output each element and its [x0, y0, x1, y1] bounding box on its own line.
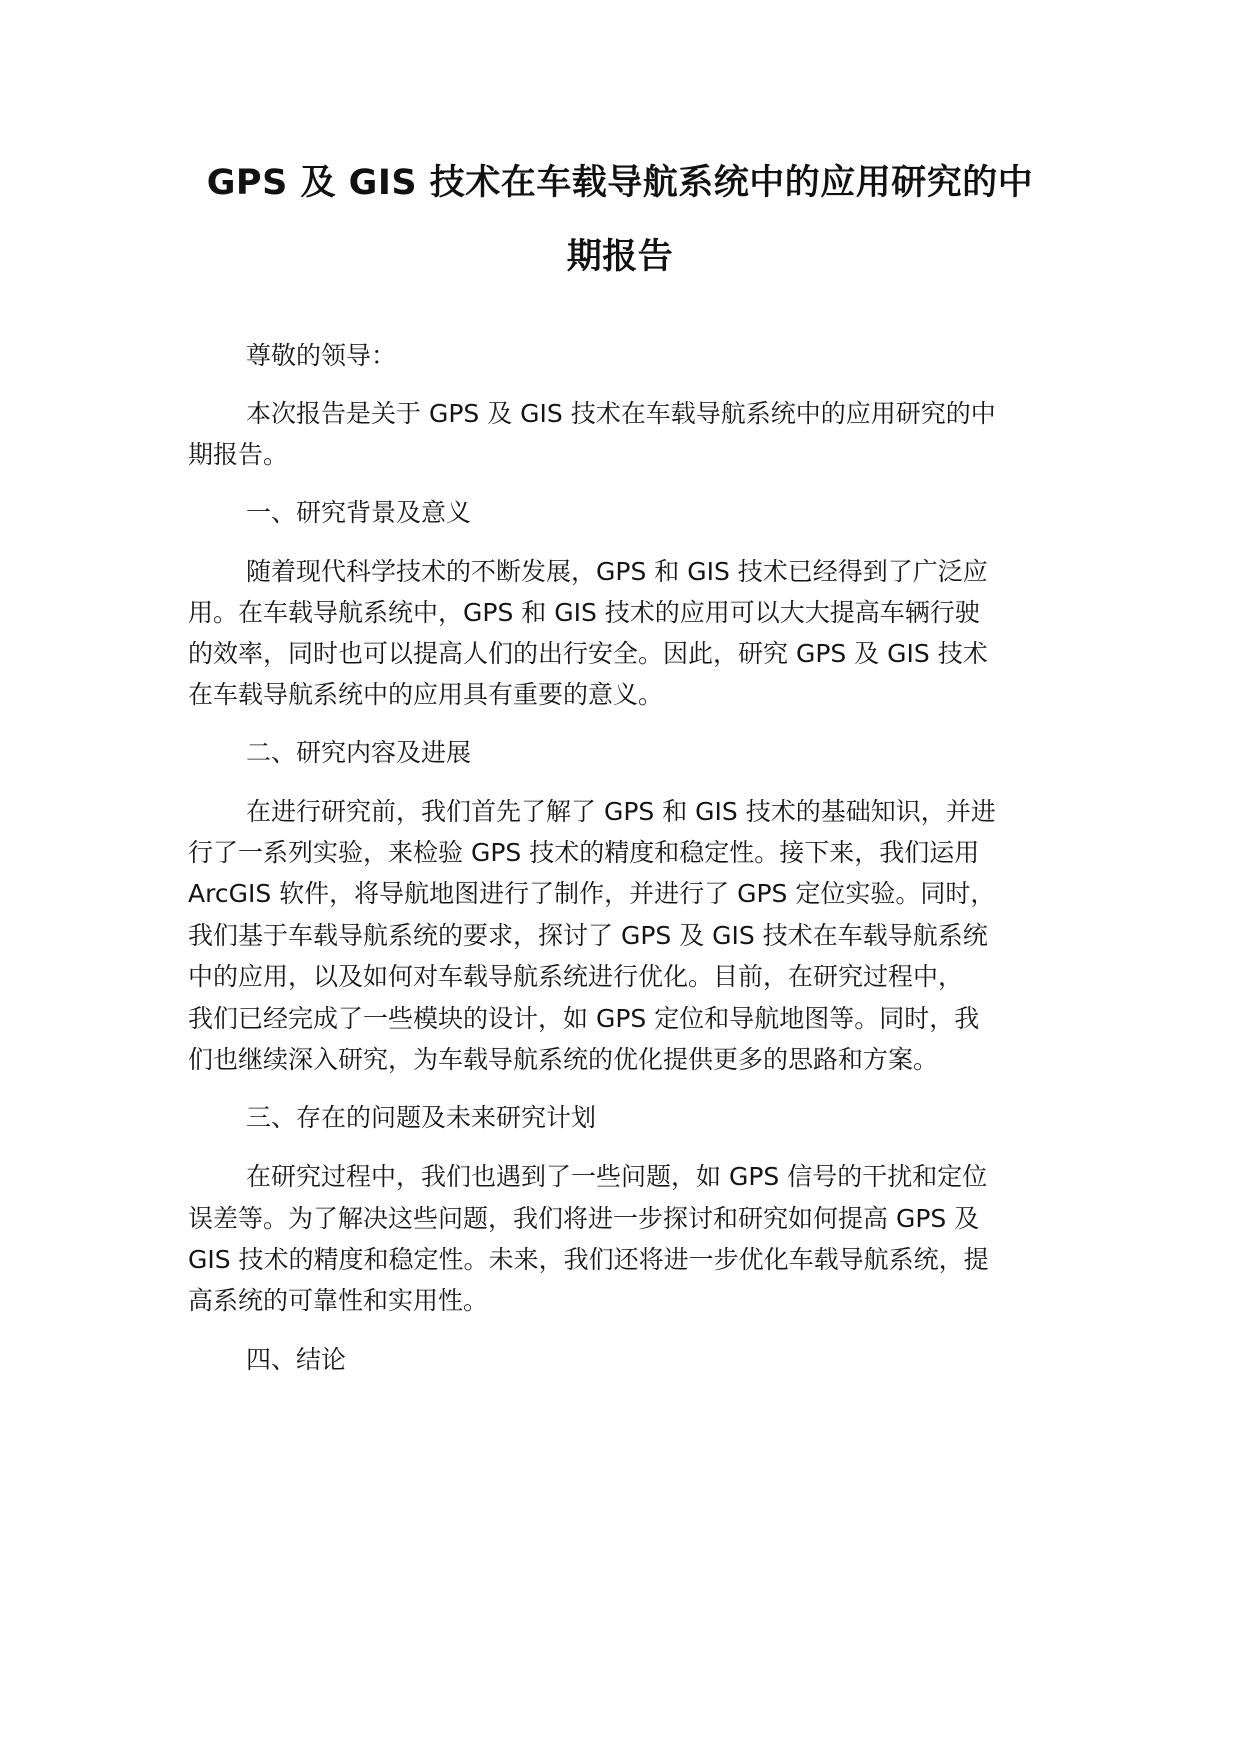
paragraph-line: 在进行研究前，我们首先了解了 GPS 和 GIS 技术的基础知识，并进	[246, 797, 996, 826]
section-heading-conclusion: 四、结论	[246, 1345, 347, 1374]
paragraph-line: 在车载导航系统中的应用具有重要的意义。	[188, 680, 664, 709]
section-heading-background: 一、研究背景及意义	[246, 498, 472, 527]
paragraph-line: 在研究过程中，我们也遇到了一些问题，如 GPS 信号的干扰和定位	[246, 1162, 988, 1191]
paragraph-line: 我们已经完成了一些模块的设计，如 GPS 定位和导航地图等。同时，我	[188, 1004, 980, 1033]
document-title-line-2: 期报告	[566, 237, 674, 277]
paragraph-line: 我们基于车载导航系统的要求，探讨了 GPS 及 GIS 技术在车载导航系统	[188, 921, 988, 950]
section-heading-problems: 三、存在的问题及未来研究计划	[246, 1103, 597, 1132]
document-title-line-1: GPS 及 GIS 技术在车载导航系统中的应用研究的中	[206, 163, 1034, 203]
paragraph-line: 中的应用，以及如何对车载导航系统进行优化。目前，在研究过程中，	[188, 962, 964, 991]
paragraph-line: 的效率，同时也可以提高人们的出行安全。因此，研究 GPS 及 GIS 技术	[188, 639, 988, 668]
paragraph-line: 高系统的可靠性和实用性。	[188, 1286, 489, 1315]
intro-line: 本次报告是关于 GPS 及 GIS 技术在车载导航系统中的应用研究的中	[246, 399, 996, 428]
section-heading-content: 二、研究内容及进展	[246, 738, 472, 767]
paragraph-line: 行了一系列实验，来检验 GPS 技术的精度和稳定性。接下来，我们运用	[188, 838, 980, 867]
paragraph-line: GIS 技术的精度和稳定性。未来，我们还将进一步优化车载导航系统，提	[188, 1245, 989, 1274]
salutation: 尊敬的领导：	[246, 341, 397, 370]
intro-line: 期报告。	[188, 440, 289, 469]
paragraph-line: 们也继续深入研究，为车载导航系统的优化提供更多的思路和方案。	[188, 1045, 939, 1074]
paragraph-line: 误差等。为了解决这些问题，我们将进一步探讨和研究如何提高 GPS 及	[188, 1204, 980, 1233]
paragraph-line: 用。在车载导航系统中，GPS 和 GIS 技术的应用可以大大提高车辆行驶	[188, 598, 980, 627]
paragraph-line: 随着现代科学技术的不断发展，GPS 和 GIS 技术已经得到了广泛应	[246, 557, 988, 586]
paragraph-line: ArcGIS 软件，将导航地图进行了制作，并进行了 GPS 定位实验。同时，	[188, 879, 996, 908]
